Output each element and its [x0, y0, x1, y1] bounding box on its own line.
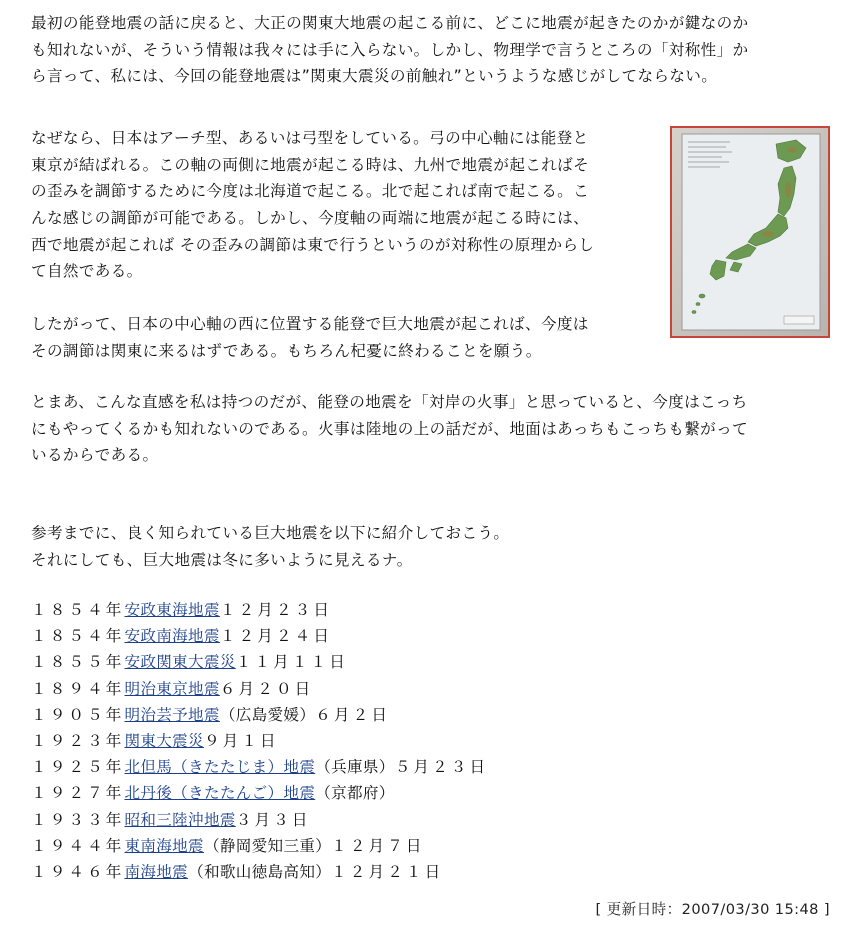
earthquake-item — [31, 807, 488, 833]
earthquake-year: １８５５年 — [31, 653, 125, 672]
earthquake-date: ５月２３日 — [394, 758, 489, 777]
earthquake-date: １２月２３日 — [219, 601, 333, 619]
earthquake-region: （静岡愛知三重） — [203, 836, 332, 855]
earthquake-item — [31, 754, 488, 780]
earthquake-link[interactable]: 関東大震災 — [124, 731, 204, 750]
text-line: も知れないが、そういう情報は我々には手に入らない。しかし、物理学で言うところの「対称性」か — [31, 40, 749, 59]
earthquake-region: （兵庫県） — [315, 758, 395, 777]
earthquake-date: １１月１１日 — [235, 653, 348, 672]
earthquake-date: ６月２０日 — [219, 679, 314, 698]
earthquake-link[interactable]: 安政関東大震災 — [124, 653, 236, 672]
text-line: 参考までに、良く知られている巨大地震を以下に紹介しておこう。 — [31, 524, 510, 542]
earthquake-link[interactable]: 南海地震 — [124, 862, 189, 881]
paragraph-reference-intro — [31, 520, 509, 573]
earthquake-region: （広島愛媛） — [219, 705, 316, 724]
earthquake-year: １８９４年 — [31, 679, 125, 698]
earthquake-item — [31, 597, 488, 623]
earthquake-year: １９０５年 — [31, 705, 125, 724]
updated-datetime: [ 更新日時：2007/03/30 15:48 ] — [595, 901, 830, 918]
earthquake-year: １９４４年 — [31, 836, 125, 855]
earthquake-region: （和歌山徳島高知） — [188, 862, 332, 881]
earthquake-link[interactable]: 昭和三陸沖地震 — [124, 810, 236, 829]
earthquake-date: １２月７日 — [331, 836, 425, 855]
earthquake-list — [31, 597, 488, 885]
earthquake-link[interactable]: 安政南海地震 — [124, 627, 220, 646]
paragraph-arch-shape — [31, 125, 594, 285]
earthquake-year: １９３３年 — [31, 810, 125, 829]
text-line: 西で地震が起これば その歪みの調節は東で行うというのが対称性の原理からし — [31, 235, 595, 254]
text-line: とまあ、こんな直感を私は持つのだが、能登の地震を「対岸の火事」と思っていると、今度はこっち — [31, 393, 748, 411]
text-line: その調節は関東に来るはずである。もちろん杞憂に終わることを願う。 — [31, 341, 542, 360]
earthquake-year: １８５４年 — [31, 627, 125, 646]
paragraph-fire-across-river — [31, 389, 748, 469]
earthquake-year: １９４６年 — [31, 862, 125, 881]
text-line: 最初の能登地震の話に戻ると、大正の関東大地震の起こる前に、どこに地震が起きたのかが鍵なのか — [31, 14, 749, 32]
earthquake-link[interactable]: 東南海地震 — [124, 836, 204, 855]
earthquake-date: ９月１日 — [203, 731, 279, 750]
earthquake-item — [31, 649, 488, 675]
earthquake-link[interactable]: 安政東海地震 — [124, 601, 220, 619]
paragraph-kanto-adjustment — [31, 311, 589, 364]
text-line: それにしても、巨大地震は冬に多いように見えるナ。 — [31, 550, 413, 569]
earthquake-item — [31, 702, 488, 728]
earthquake-date: １２月２４日 — [219, 627, 333, 646]
earthquake-link[interactable]: 北丹後（きたたんご）地震 — [124, 784, 316, 803]
earthquake-item — [31, 676, 488, 702]
text-line: いるからである。 — [31, 446, 159, 465]
text-line: んな感じの調節が可能である。しかし、今度軸の両端に地震が起こる時には、 — [31, 209, 590, 228]
earthquake-year: １９２７年 — [31, 784, 125, 803]
earthquake-year: １８５４年 — [31, 601, 125, 619]
paragraph-noto-intro — [31, 10, 748, 90]
earthquake-year: １９２５年 — [31, 758, 125, 777]
japan-map-icon — [672, 128, 828, 336]
earthquake-date: ３月３日 — [235, 810, 311, 829]
text-line: 東京が結ばれる。この軸の両側に地震が起こる時は、九州で地震が起こればそ — [31, 155, 590, 174]
japan-map-photo[interactable] — [670, 126, 830, 338]
text-line: にもやってくるかも知れないのである。火事は陸地の上の話だが、地面はあっちもこっちも繋がって — [31, 419, 749, 438]
earthquake-item — [31, 623, 488, 649]
earthquake-link[interactable]: 北但馬（きたたじま）地震 — [124, 758, 316, 777]
text-line: ら言って、私には、今回の能登地震は”関東大震災の前触れ”というような感じがしてならない。 — [31, 67, 718, 86]
earthquake-item — [31, 780, 488, 806]
text-line: なぜなら、日本はアーチ型、あるいは弓型をしている。弓の中心軸には能登と — [31, 129, 589, 147]
text-line: したがって、日本の中心軸の西に位置する能登で巨大地震が起これば、今度は — [31, 315, 589, 333]
earthquake-year: １９２３年 — [31, 731, 125, 750]
earthquake-item — [31, 833, 488, 859]
earthquake-link[interactable]: 明治東京地震 — [124, 679, 220, 698]
earthquake-date: １２月２１日 — [331, 862, 444, 881]
earthquake-item — [31, 859, 488, 885]
earthquake-item — [31, 728, 488, 754]
earthquake-region: （京都府） — [315, 784, 395, 803]
text-line: の歪みを調節するために今度は北海道で起こる。北で起これば南で起こる。こ — [31, 182, 590, 201]
text-line: て自然である。 — [31, 262, 143, 281]
earthquake-link[interactable]: 明治芸予地震 — [124, 705, 220, 724]
earthquake-date: ６月２日 — [315, 705, 391, 724]
